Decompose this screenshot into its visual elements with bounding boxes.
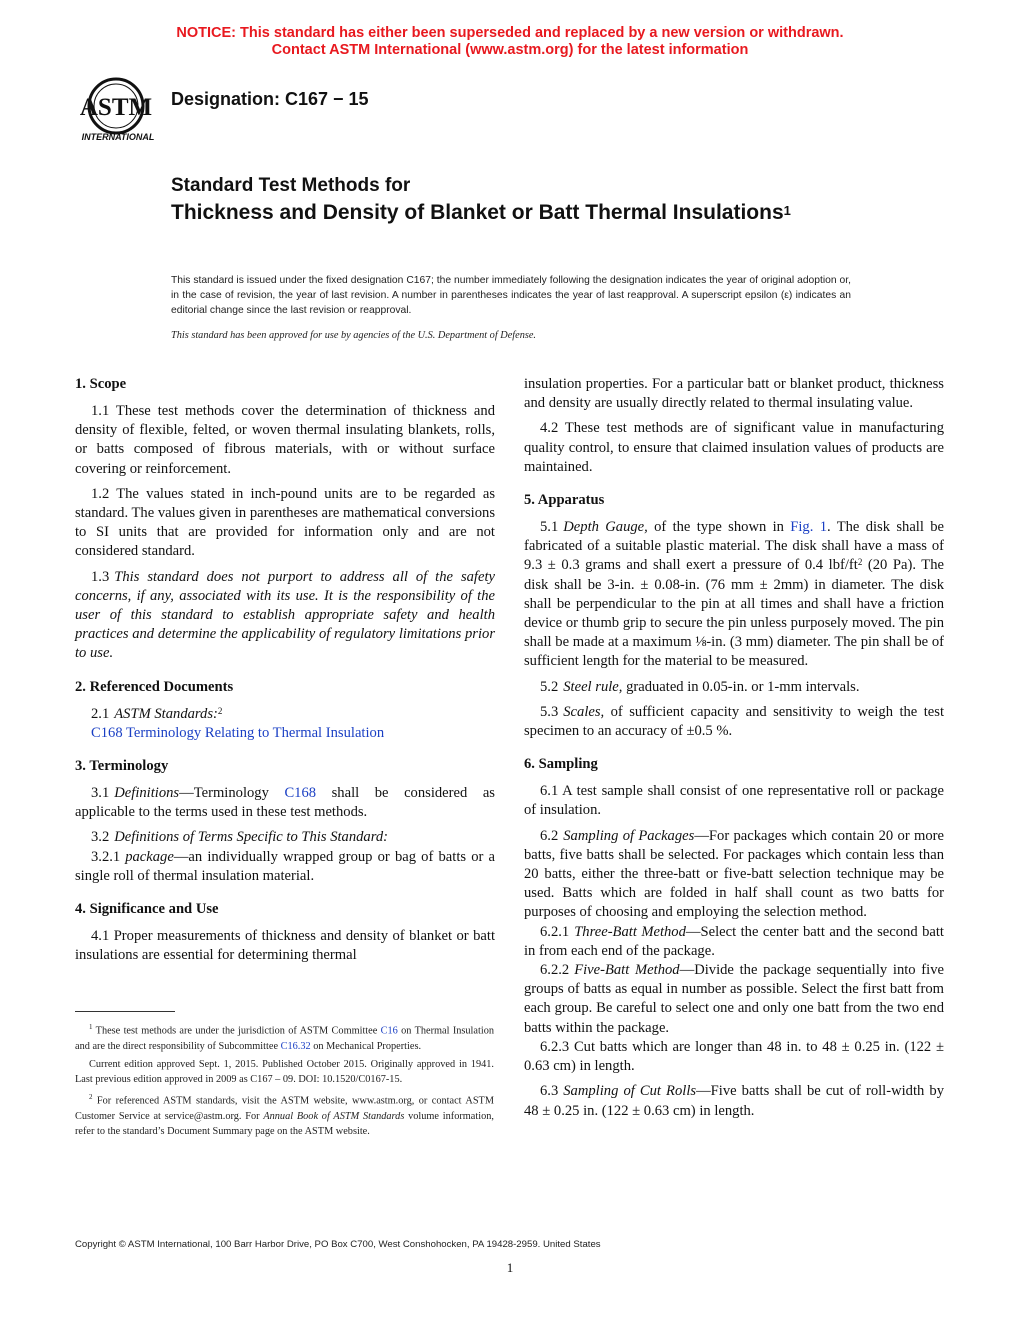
paragraph-continued: insulation properties. For a particular batt or blanket product, thickness and density are usually directly related to thermal insulating value. xyxy=(524,376,944,412)
paragraph xyxy=(75,784,495,822)
paragraph-text: —Five batts shall be cut of roll-width by 48 ± 0.25 in. (122 ± 0.63 cm) in length. xyxy=(524,1083,944,1119)
footnote-text: on Thermal Insulation and are the direct responsibility of Subcommittee xyxy=(75,1025,495,1052)
term: Depth Gauge, xyxy=(563,519,648,536)
c168-link[interactable]: C168 xyxy=(284,785,317,802)
c16-link[interactable]: C16 xyxy=(380,1025,398,1037)
footnote-text: These test methods are under the jurisdiction of ASTM Committee xyxy=(92,1025,381,1037)
section-heading: 5. Apparatus xyxy=(524,492,605,509)
paragraph-text: of sufficient capacity and sensitivity to weigh the test specimen to an accuracy of ±0.5 %. xyxy=(524,703,944,740)
paragraph xyxy=(75,705,495,724)
paragraph xyxy=(524,518,944,672)
paragraph-number: 2.1 xyxy=(91,705,110,722)
paragraph: 4.1 Proper measurements of thickness and density of blanket or batt insulations are essential for determining thermal xyxy=(75,928,495,964)
page-number: 1 xyxy=(506,1260,514,1275)
paragraph-number: 6.2 xyxy=(540,827,559,844)
section-heading: 1. Scope xyxy=(75,376,127,392)
paragraph-number: 5.2 xyxy=(540,678,559,695)
paragraph-number: 3.1 xyxy=(91,785,110,802)
footnote-marker: 2 xyxy=(217,705,223,716)
ref-c168-title-link[interactable]: Terminology Relating to Thermal Insulation xyxy=(126,724,385,741)
section-heading: 4. Significance and Use xyxy=(75,901,219,918)
paragraph xyxy=(524,827,944,923)
term: Sampling of Cut Rolls xyxy=(563,1083,697,1100)
title-main xyxy=(171,200,871,226)
paragraph-number: 5.1 xyxy=(540,519,559,536)
paragraph: 4.2 These test methods are of significant value in manufacturing quality control, to ensure that claimed insulation values of products are maintained. xyxy=(524,420,944,475)
paragraph-text: ASTM Standards: xyxy=(114,705,218,722)
paragraph-text: graduated in 0.05-in. or 1-mm intervals. xyxy=(622,678,860,695)
fig-1-link[interactable]: Fig. 1 xyxy=(790,519,827,536)
paragraph-text: . The disk shall be fabricated of a suitable plastic material. The disk shall have a mass of 9.3 ± 0.3 grams and shall exert a pressure of 0.4 lbf/ft xyxy=(524,519,944,574)
designation: Designation: C167 − 15 xyxy=(171,89,369,109)
section-heading: 3. Terminology xyxy=(75,758,169,775)
footnote-text: volume information, refer to the standard’s Document Summary page on the ASTM website. xyxy=(75,1110,494,1138)
paragraph-number: 5.3 xyxy=(540,703,559,720)
footnote-1 xyxy=(75,1020,494,1054)
paragraph-text: —Select the center batt and the second batt in from each end of the package. xyxy=(524,923,944,959)
footnotes xyxy=(75,1020,494,1142)
referenced-document xyxy=(75,724,495,743)
paragraph-text: Definitions of Terms Specific to This Standard: xyxy=(114,829,389,846)
paragraph-text: —Divide the package sequentially into five groups of batts as equal in number as possible. Select the first batt from each group. Be careful to select one and only one batt from the two end batts within the package. xyxy=(524,962,944,1036)
term: Three-Batt Method xyxy=(574,923,686,940)
title-main-text: Thickness and Density of Blanket or Batt Thermal Insulations xyxy=(171,201,784,224)
paragraph-text: (20 Pa). The disk shall be 3-in. ± 0.08-in. (76 mm ± 2mm) in diameter. The disk shall be perpendicular to the pin at all times and shall have a friction device or thumb grip to secure the pin unless purposely moved. The pin shall be made at a maximum ⅛-in. (3 mm) diameter. The pin shall be of sufficient length for the material to be measured. xyxy=(524,557,944,670)
ref-c168-link[interactable]: C168 xyxy=(91,724,123,741)
term: Sampling of Packages xyxy=(563,827,695,844)
paragraph: 6.1 A test sample shall consist of one representative roll or package of insulation. xyxy=(524,783,944,819)
term: Definitions xyxy=(114,785,180,802)
title-line-1: Standard Test Methods for xyxy=(171,175,411,196)
term: Scales, xyxy=(563,703,605,720)
logo-text: ASTM xyxy=(79,94,153,121)
footnote-text: on Mechanical Properties. xyxy=(310,1040,422,1052)
footnote-divider xyxy=(75,1011,175,1012)
notice-line-1: NOTICE: This standard has either been superseded and replaced by a new version or withdrawn. xyxy=(176,25,844,41)
paragraph: 1.1 These test methods cover the determination of thickness and density of flexible, felted, or woven thermal insulating blankets, rolls, or batts composed of fibrous materials, with or without surface covering or reinforcement. xyxy=(75,403,495,477)
logo-subtitle: INTERNATIONAL xyxy=(81,132,155,142)
paragraph xyxy=(524,961,944,1038)
paragraph-number: 6.2.2 xyxy=(540,962,570,979)
left-column xyxy=(75,375,495,971)
paragraph xyxy=(524,1082,944,1120)
paragraph xyxy=(75,568,495,664)
term: Five-Batt Method xyxy=(574,962,680,979)
document-title xyxy=(171,175,871,226)
c16-32-link[interactable]: C16.32 xyxy=(280,1040,311,1052)
paragraph xyxy=(75,848,495,886)
paragraph-text: —Terminology xyxy=(179,785,285,802)
paragraph xyxy=(524,923,944,961)
paragraph xyxy=(524,703,944,741)
supersession-notice xyxy=(0,25,1020,59)
footnote-italic: Annual Book of ASTM Standards xyxy=(263,1110,405,1122)
paragraph xyxy=(524,678,944,697)
right-column xyxy=(524,375,944,1127)
approved-note: This standard has been approved for use by agencies of the U.S. Department of Defense. xyxy=(171,330,537,341)
paragraph-text: shall be considered as applicable to the terms used in these test methods. xyxy=(75,785,495,821)
paragraph: 6.2.3 Cut batts which are longer than 48 in. to 48 ± 0.25 in. (122 ± 0.63 cm) in length. xyxy=(524,1038,944,1075)
footnote-marker: 1 xyxy=(89,1023,93,1031)
term: Steel rule, xyxy=(563,678,623,695)
footnote-marker: 2 xyxy=(89,1093,93,1102)
footnote-text: For referenced ASTM standards, visit the ASTM website, www.astm.org, or contact ASTM Customer Service at service@astm.org. For xyxy=(75,1095,494,1122)
footnote-2 xyxy=(75,1090,494,1139)
superscript: 2 xyxy=(857,557,863,568)
paragraph-text: —For packages which contain 20 or more batts, five batts shall be selected. For packages which contain less than 20 batts, either the three-batt or five-batt selection technique may be used. Batts which are folded in half shall count as two batts for purposes of choosing and employing the selection method. xyxy=(524,827,944,921)
title-footnote-marker: 1 xyxy=(783,203,791,218)
notice-line-2: Contact ASTM International (www.astm.org) for the latest information xyxy=(271,42,749,58)
paragraph-number: 6.2.1 xyxy=(540,923,570,940)
term: package xyxy=(125,848,174,865)
issued-note: This standard is issued under the fixed designation C167; the number immediately following the designation indicates the year of original adoption or, in the case of revision, the year of last revision. A number in parentheses indicates the year of last reapproval. A superscript epsilon (ε) indicates an editorial change since the last revision or reapproval. xyxy=(171,275,851,316)
section-heading: 6. Sampling xyxy=(524,756,598,773)
paragraph-text: —an individually wrapped group or bag of batts or a single roll of thermal insulation material. xyxy=(75,848,495,884)
paragraph-text: This standard does not purport to address all of the safety concerns, if any, associated with its use. It is the responsibility of the user of this standard to establish appropriate safety and health practices and determine the applicability of regulatory limitations prior to use. xyxy=(75,568,495,662)
copyright: Copyright © ASTM International, 100 Barr Harbor Drive, PO Box C700, West Conshohocken, PA 19428-2959. United States xyxy=(75,1239,601,1250)
paragraph-number: 3.2.1 xyxy=(91,848,121,865)
paragraph-number: 3.2 xyxy=(91,829,110,846)
paragraph-text: of the type shown in xyxy=(647,519,791,536)
paragraph xyxy=(75,828,495,847)
paragraph-number: 1.3 xyxy=(91,568,110,585)
footnote-edition: Current edition approved Sept. 1, 2015. Published October 2015. Originally approved in 1941. Last previous edition approved in 2009 as C167 – 09. DOI: 10.1520/C0167-15. xyxy=(75,1058,494,1086)
section-heading: 2. Referenced Documents xyxy=(75,678,234,695)
astm-logo xyxy=(74,74,162,146)
paragraph: 1.2 The values stated in inch-pound units are to be regarded as standard. The values given in parentheses are mathematical conversions to SI units that are provided for information only and are not considered standard. xyxy=(75,485,495,560)
paragraph-number: 6.3 xyxy=(540,1083,559,1100)
